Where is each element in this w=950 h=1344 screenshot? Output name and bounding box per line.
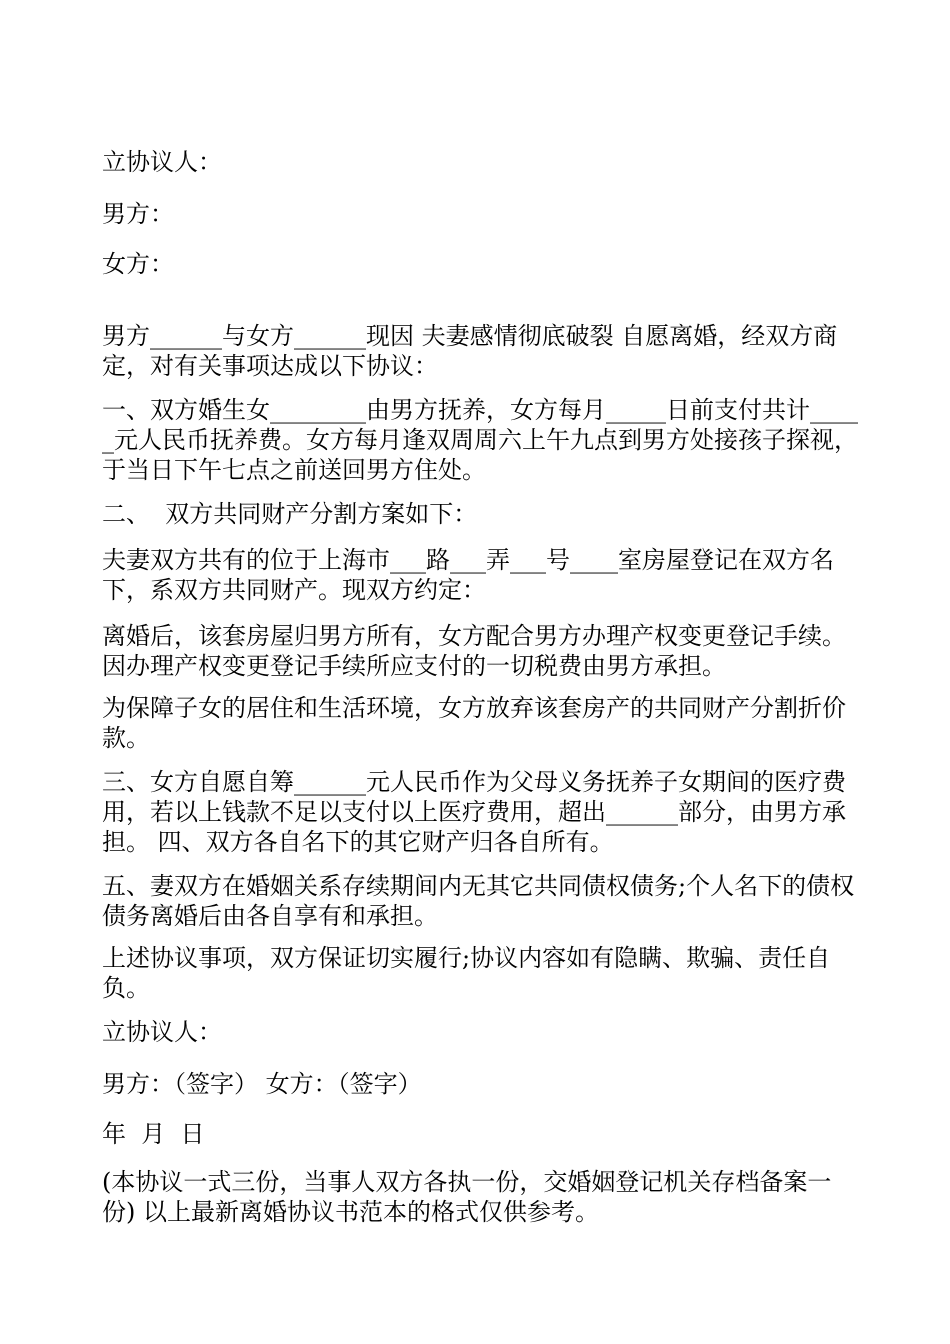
clause-debts: 五、妻双方在婚姻关系存续期间内无其它共同债权债务;个人名下的债权债务离婚后由各自享有和承担。 [102,872,855,930]
signature-parties-heading: 立协议人： [102,1018,222,1046]
clause-property-waiver: 为保障子女的居住和生活环境，女方放弃该套房产的共同财产分割折价款。 [102,694,846,752]
female-party-label: 女方： [102,250,174,278]
clause-property-location: 夫妻双方共有的位于上海市___路___弄___号____室房屋登记在双方名下，系双方共同财产。现双方约定： [102,546,834,604]
intro-paragraph: 男方______与女方______现因 夫妻感情彻底破裂 自愿离婚，经双方商定，对有关事项达成以下协议： [102,322,838,380]
clause-property-heading: 二、 双方共同财产分割方案如下： [102,500,478,528]
clause-medical-expenses: 三、女方自愿自筹______元人民币作为父母义务抚养子女期间的医疗费用，若以上钱款不足以支付以上医疗费用，超出______部分，由男方承担。 四、双方各自名下的其它财产归各自所有。 [102,768,846,856]
copies-note: (本协议一式三份，当事人双方各执一份，交婚姻登记机关存档备案一份) 以上最新离婚协议书范本的格式仅供参考。 [102,1168,832,1226]
clause-property-ownership: 离婚后，该套房屋归男方所有，女方配合男方办理产权变更登记手续。因办理产权变更登记手续所应支付的一切税费由男方承担。 [102,622,846,680]
signature-line: 男方：（签字） 女方：（签字） [102,1070,422,1098]
date-line: 年 月 日 [102,1120,205,1148]
parties-heading: 立协议人： [102,148,222,176]
clause-guarantee: 上述协议事项，双方保证切实履行;协议内容如有隐瞒、欺骗、责任自负。 [102,944,831,1002]
male-party-label: 男方： [102,200,174,228]
clause-child-custody: 一、双方婚生女________由男方抚养，女方每月_____日前支付共计_____元人民币抚养费。女方每月逢双周周六上午九点到男方处接孩子探视，于当日下午七点之前送回男方住处。 [102,396,858,484]
